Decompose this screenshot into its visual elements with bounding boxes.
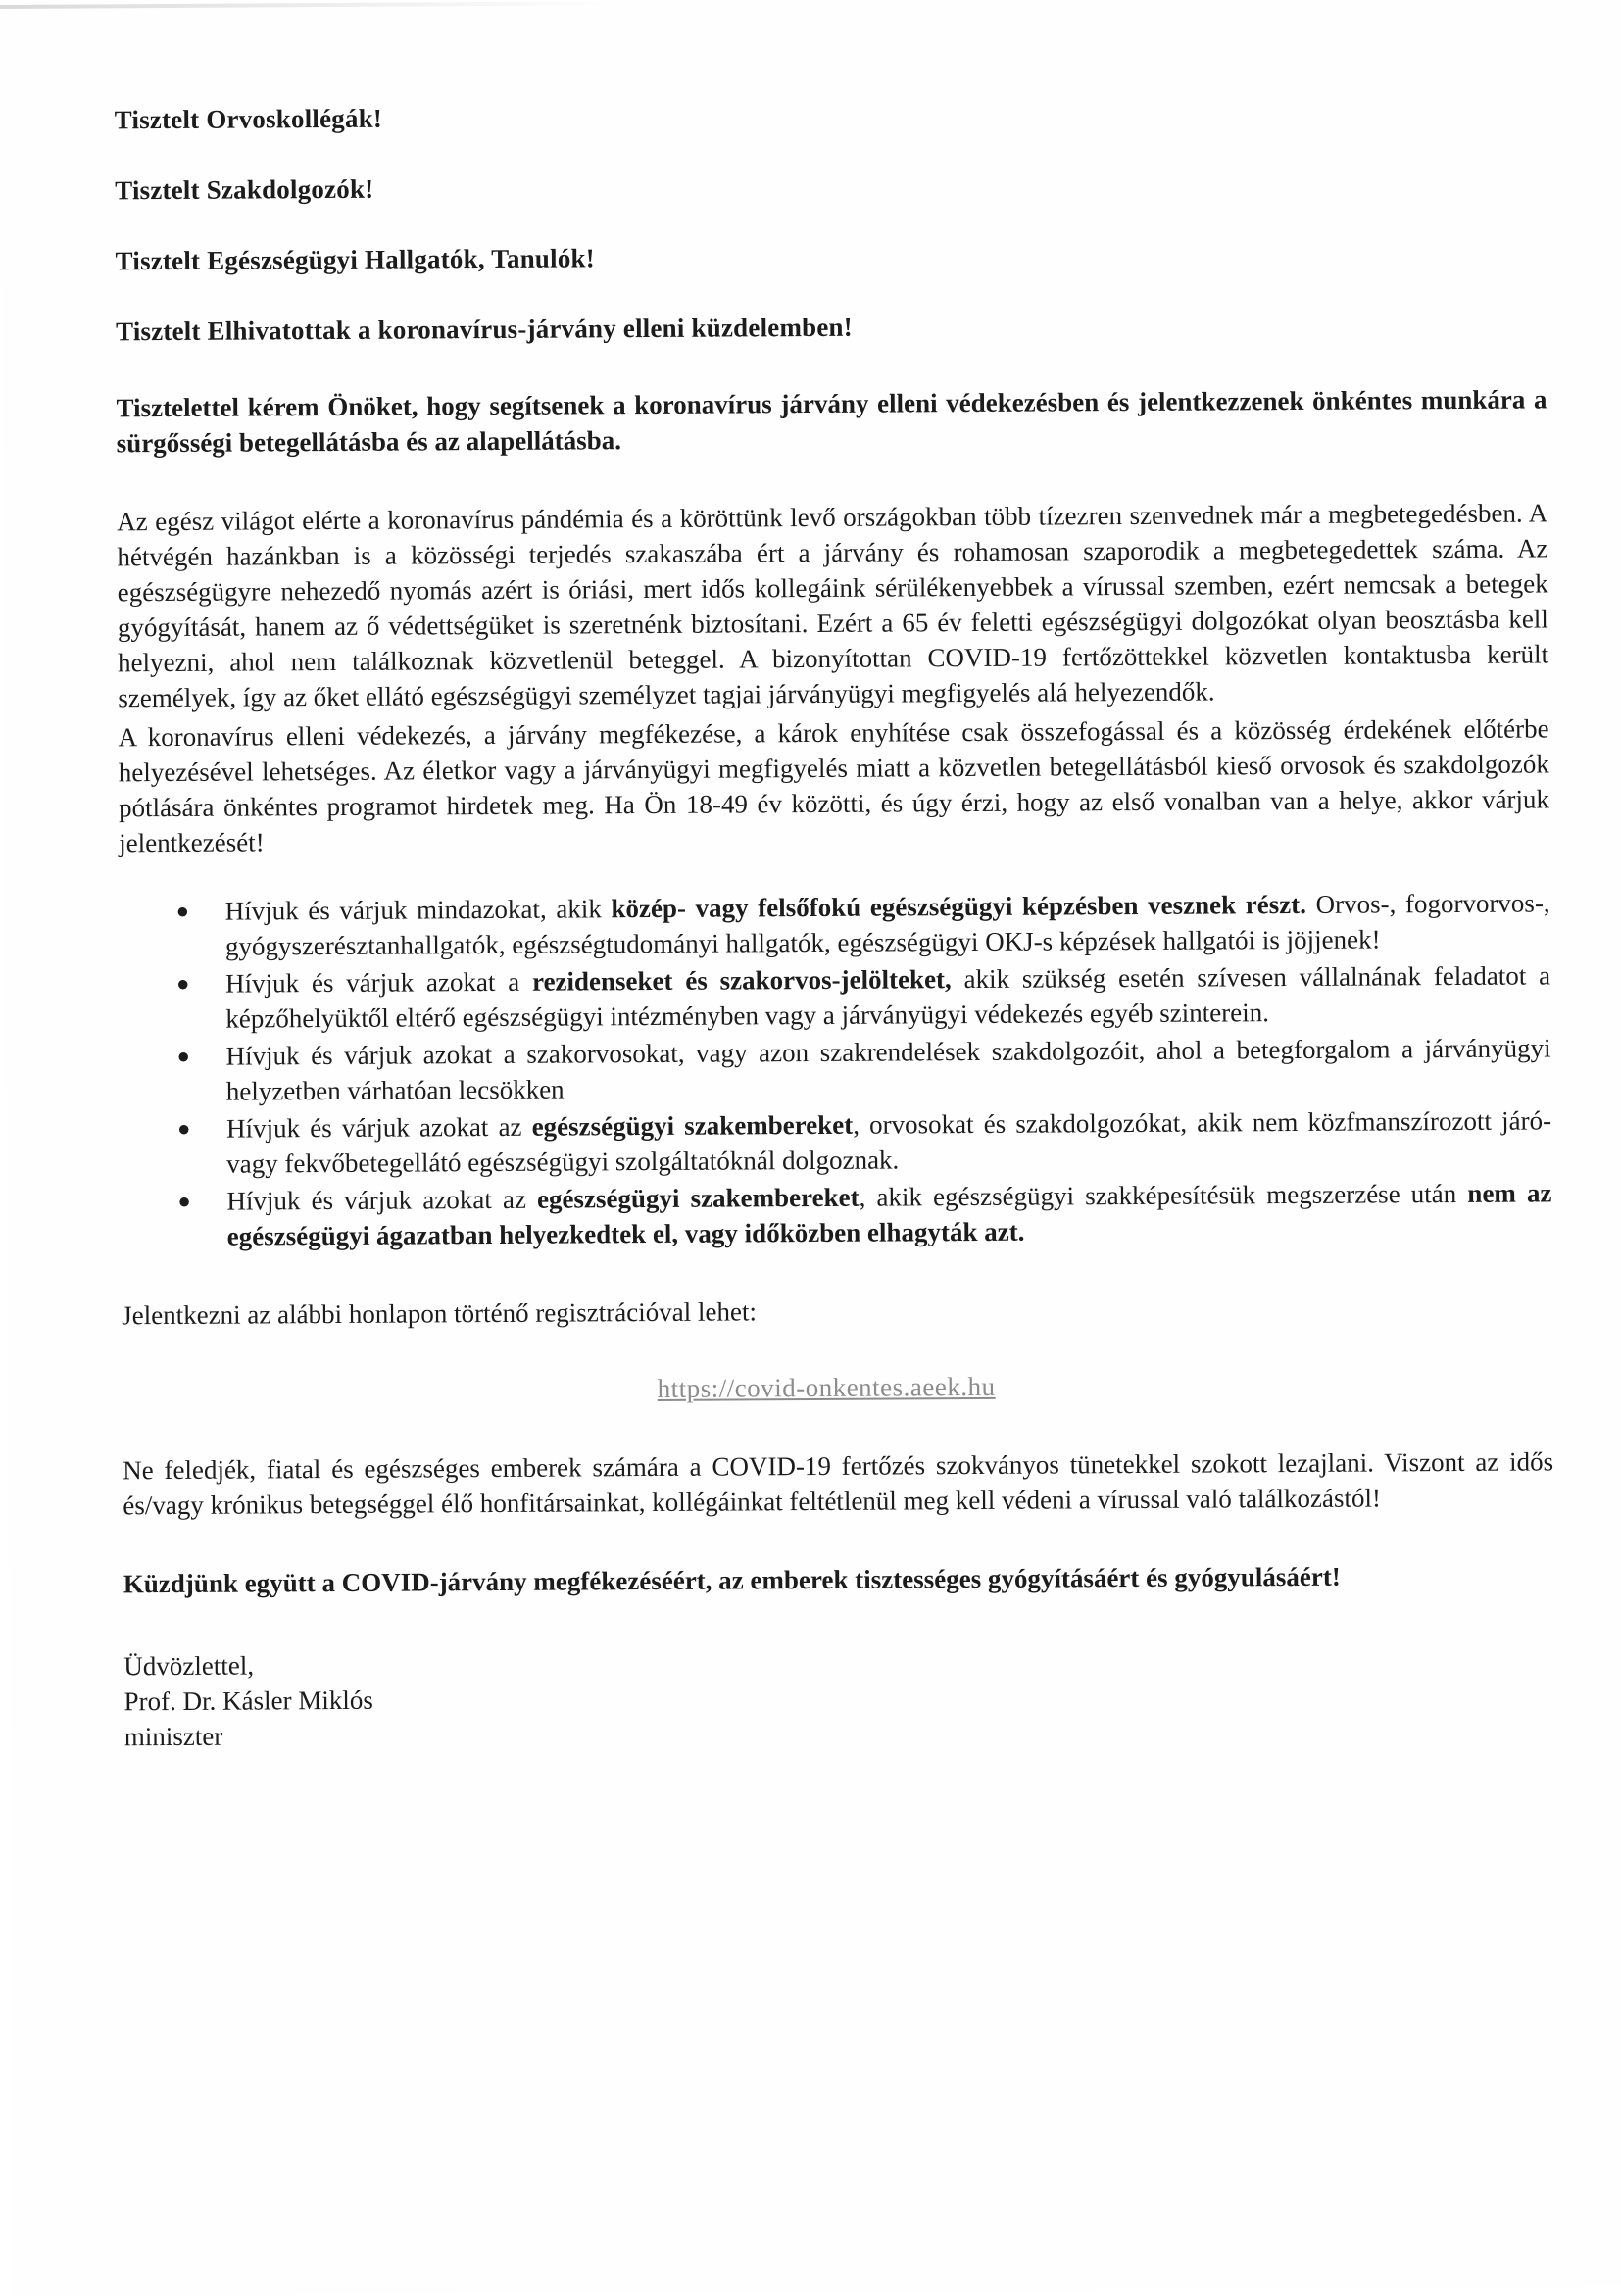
bullet-icon: ● [175, 898, 190, 923]
signature-title: miniszter [123, 1721, 223, 1752]
list-item [120, 1030, 1550, 1109]
bullet-emphasis: rezidenseket és szakorvos-jelölteket, [531, 964, 952, 997]
signature-greeting: Üdvözlettel, [123, 1650, 255, 1682]
bullet-text: Hívjuk és várjuk azokat az [226, 1184, 538, 1216]
scan-edge [0, 1, 608, 9]
salutation-specialists: Tisztelt Szakdolgozók! [115, 173, 374, 206]
bullet-text: , orvosokat és szakdolgozókat, akik nem közfmanszírozott járó- vagy fekvőbetegellátó egészségügyi szolgáltatóknál dolgoznak. [226, 1105, 1552, 1179]
bullet-text: , akik egészségügyi szakképesítésük megszerzése után [859, 1178, 1468, 1212]
signature-name: Prof. Dr. Kásler Miklós [123, 1685, 373, 1717]
invitation-list [120, 885, 1552, 1254]
registration-link[interactable]: https://covid-onkentes.aeek.hu [657, 1371, 996, 1403]
intro-paragraph: Tisztelettel kérem Önöket, hogy segítsenek a koronavírus járvány elleni védekezésben és jelentkezzenek önkéntes munkára a sürgősségi betegellátásba és az alapellátásba. [116, 384, 1547, 459]
bullet-text: Hívjuk és várjuk azokat a szakorvosokat, vagy azon szakrendelések szakdolgozóit, ahol a betegforgalom a járványügyi helyzetben várhatóan lecsökken [225, 1033, 1551, 1106]
bullet-text: Hívjuk és várjuk mindazokat, akik [224, 894, 612, 926]
bullet-icon: ● [177, 1188, 191, 1213]
salutation-students: Tisztelt Egészségügyi Hallgatók, Tanulók! [115, 243, 595, 276]
list-item [120, 957, 1550, 1037]
list-item [120, 885, 1550, 964]
list-item [121, 1102, 1551, 1182]
salutation-doctors: Tisztelt Orvoskollégák! [114, 103, 383, 135]
bullet-emphasis: nem az egészségügyi ágazatban helyezkedtek el, vagy időközben elhagyták azt. [226, 1178, 1552, 1251]
list-item [121, 1175, 1551, 1254]
situation-paragraph: Az egész világot elérte a koronavírus pándémia és a köröttünk levő országokban több tízezren szenvednek már a megbetegedésben. A hétvégén hazánkban is a közösségi terjedés szakaszába ért a járvány és rohamosan szaporodik a megbetegedettek száma. Az egészségügyre nehezedő nyomás azért is óriási, mert idős kollegáink sérülékenyebbek a vírussal szemben, ezért nemcsak a betegek gyógyítását, hanem az ő védettségüket is szeretnénk biztosítani. Ezért a 65 év feletti egészségügyi dolgozókat olyan beosztásba kell helyezni, ahol nem találkoznak közvetlenül beteggel. A bizonyítottan COVID-19 fertőzöttekkel közvetlen kontaktusba került személyek, így az őket ellátó egészségügyi személyzet tagjai járványügyi megfigyelés alá helyezendők. [117, 498, 1549, 713]
bullet-emphasis: egészségügyi szakembereket [536, 1182, 860, 1214]
bullet-text: Hívjuk és várjuk azokat a [225, 966, 533, 999]
salutation-dedicated: Tisztelt Elhivatottak a koronavírus-járvány elleni küzdelemben! [115, 312, 853, 347]
bullet-icon: ● [176, 1043, 190, 1068]
closing-appeal: Küzdjünk együtt a COVID-járvány megfékezéséért, az emberek tisztességes gyógyításáért és gyógyulásáért! [123, 1561, 1341, 1599]
bullet-emphasis: közép- vagy felsőfokú egészségügyi képzésben vesznek részt. [611, 889, 1307, 924]
letter-body [115, 93, 1555, 1754]
bullet-icon: ● [176, 1115, 191, 1141]
bullet-text: akik szükség esetén szívesen vállalnának feladatot a képzőhelyüktől eltérő egészségügyi intézményben vagy a járványügyi védekezés egyéb szinterein. [225, 960, 1551, 1034]
signature-block [123, 1639, 1555, 1754]
bullet-emphasis: egészségügyi szakembereket [531, 1109, 854, 1142]
bullet-icon: ● [176, 970, 190, 996]
program-paragraph: A koronavírus elleni védekezés, a járvány megfékezése, a károk enyhítése csak összefogással és a közösség érdekének előtérbe helyezésével lehetséges. Az életkor vagy a járványügyi megfigyelés miatt a közvetlen betegellátásból kieső orvosok és szakdolgozók pótlására önkéntes programot hirdetek meg. Ha Ön 18-49 év közötti, és úgy érzi, hogy az első vonalban van a helye, akkor várjuk jelentkezését! [118, 713, 1550, 858]
registration-instruction: Jelentkezni az alábbi honlapon történő regisztrációval lehet: [122, 1296, 758, 1331]
bullet-text: Orvos-, fogorvorvos-, gyógyszerésztanhallgatók, egészségtudományi hallgatók, egészségügyi OKJ-s képzések hallgatói is jöjjenek! [224, 888, 1550, 961]
bullet-text: Hívjuk és várjuk azokat az [225, 1111, 532, 1144]
reminder-paragraph: Ne feledjék, fiatal és egészséges emberek számára a COVID-19 fertőzés szokványos tünetekkel szokott lezajlani. Viszont az idős és/vagy krónikus betegséggel élő honfitársainkat, kollégáinkat feltétlenül meg kell védeni a vírussal való találkozástól! [123, 1446, 1554, 1521]
